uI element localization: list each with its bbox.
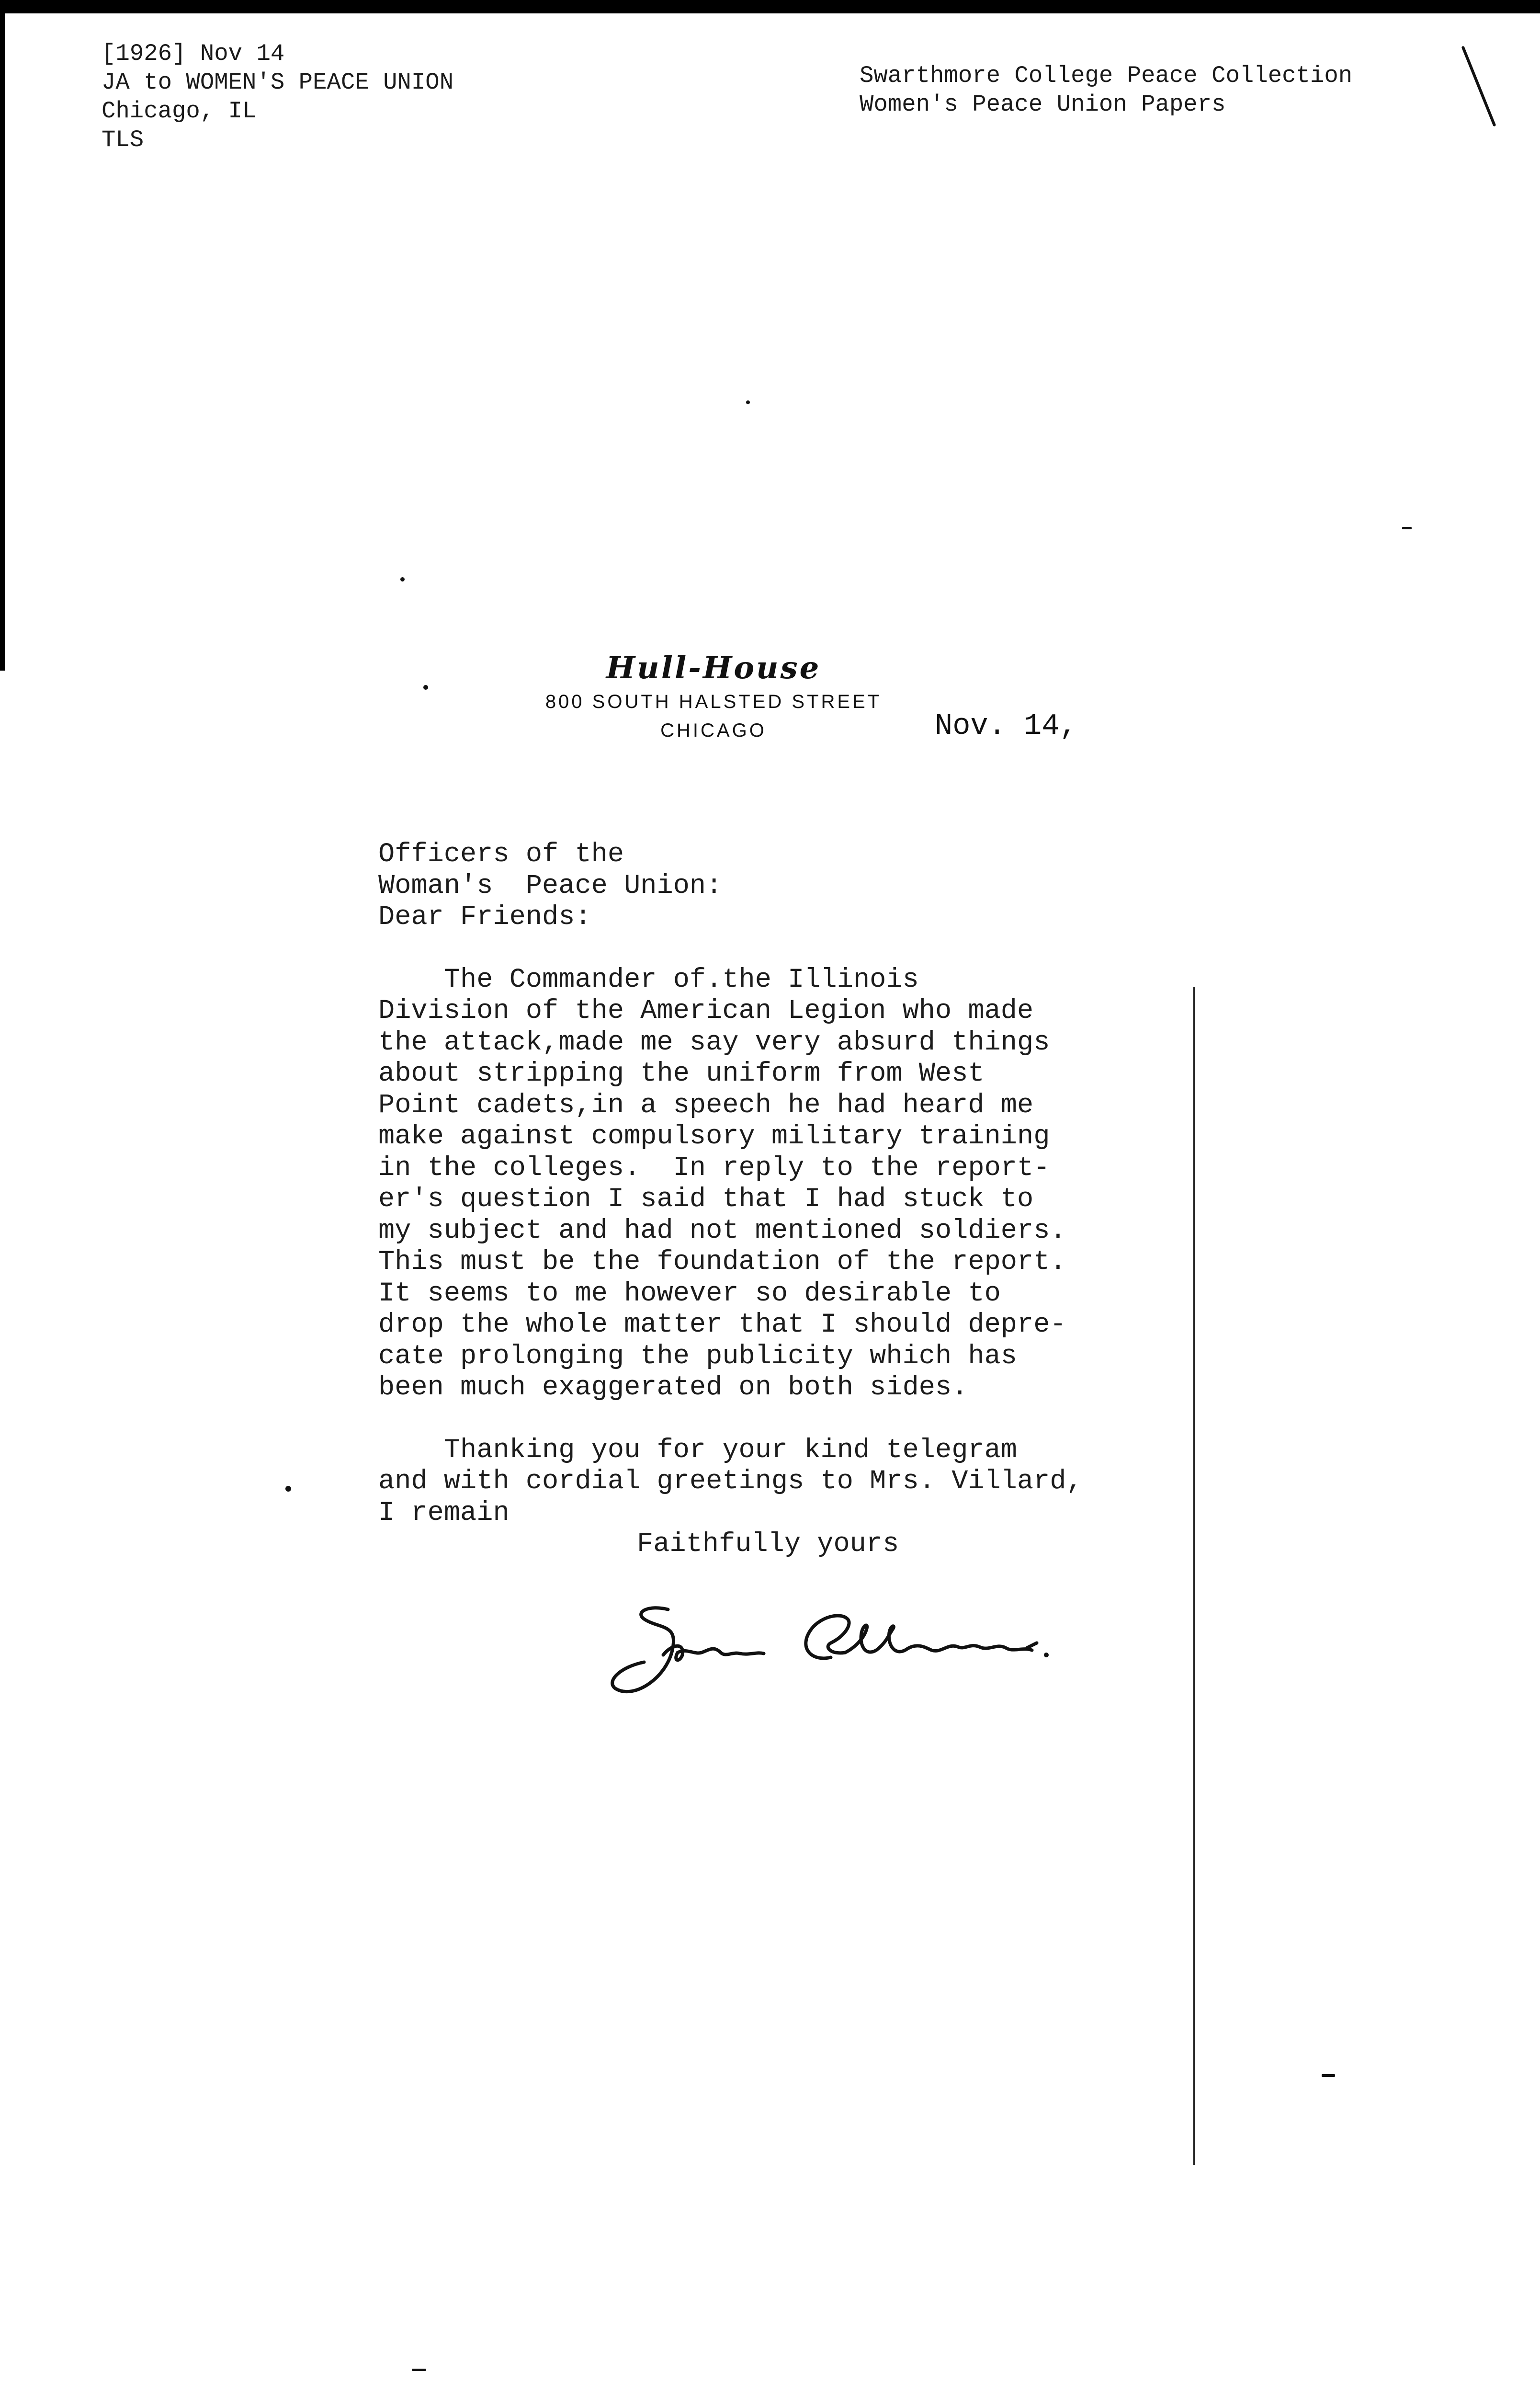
paragraph-line: er's question I said that I had stuck to: [378, 1184, 1034, 1215]
letterhead: [508, 649, 919, 745]
paragraph-line: and with cordial greetings to Mrs. Villard,: [378, 1466, 1083, 1497]
letter-body: [378, 839, 1202, 1561]
margin-rule: [1193, 987, 1195, 2165]
paragraph-line: the attack,made me say very absurd things: [378, 1027, 1050, 1058]
archive-citation: [102, 39, 453, 154]
salutation-line: Dear Friends:: [378, 902, 591, 933]
closing: Faithfully yours: [637, 1529, 899, 1560]
scan-border-top: [0, 0, 1540, 13]
signature: [606, 1590, 1161, 1710]
paragraph-line: Point cadets,in a speech he had heard me: [378, 1090, 1034, 1121]
paragraph-line: This must be the foundation of the report.: [378, 1247, 1066, 1277]
paragraph-line: cate prolonging the publicity which has: [378, 1341, 1018, 1372]
paragraph-line: drop the whole matter that I should depre-: [378, 1310, 1066, 1340]
collection-papers: Women's Peace Union Papers: [860, 91, 1226, 118]
letterhead-city: CHICAGO: [660, 720, 767, 741]
scan-speck: [1461, 46, 1496, 126]
paragraph-line: been much exaggerated on both sides.: [378, 1372, 968, 1403]
collection-name: Swarthmore College Peace Collection: [860, 62, 1353, 89]
scan-speck: [285, 1486, 291, 1492]
scan-speck: [1322, 2074, 1335, 2077]
archive-collection: [860, 61, 1352, 119]
paragraph-line: The Commander of.the Illinois: [378, 964, 919, 995]
paragraph-line: I remain: [378, 1497, 510, 1528]
letterhead-street: 800 SOUTH HALSTED STREET: [545, 691, 882, 712]
scan-border-left: [0, 0, 5, 671]
paragraph-line: Division of the American Legion who made: [378, 996, 1034, 1026]
paragraph-line: make against compulsory military training: [378, 1121, 1050, 1152]
scan-speck: [423, 685, 428, 690]
letter-date: Nov. 14,: [935, 709, 1077, 743]
citation-place: Chicago, IL: [102, 98, 257, 125]
paragraph-line: It seems to me however so desirable to: [378, 1278, 1001, 1309]
scan-speck: [412, 2369, 426, 2371]
salutation-line: Officers of the: [378, 839, 624, 870]
paragraph-line: about stripping the uniform from West: [378, 1059, 985, 1089]
paragraph-line: Thanking you for your kind telegram: [378, 1435, 1018, 1466]
citation-date: [1926] Nov 14: [102, 40, 285, 67]
paragraph-line: my subject and had not mentioned soldiers.: [378, 1215, 1066, 1246]
citation-type: TLS: [102, 126, 144, 153]
salutation-line: Woman's Peace Union:: [378, 870, 723, 901]
scan-speck: [746, 400, 750, 404]
citation-correspondents: JA to WOMEN'S PEACE UNION: [102, 69, 454, 96]
scan-speck: [1402, 527, 1412, 529]
letterhead-name: Hull-House: [606, 650, 821, 686]
paragraph-line: in the colleges. In reply to the report-: [378, 1152, 1050, 1184]
scan-speck: [400, 577, 405, 582]
